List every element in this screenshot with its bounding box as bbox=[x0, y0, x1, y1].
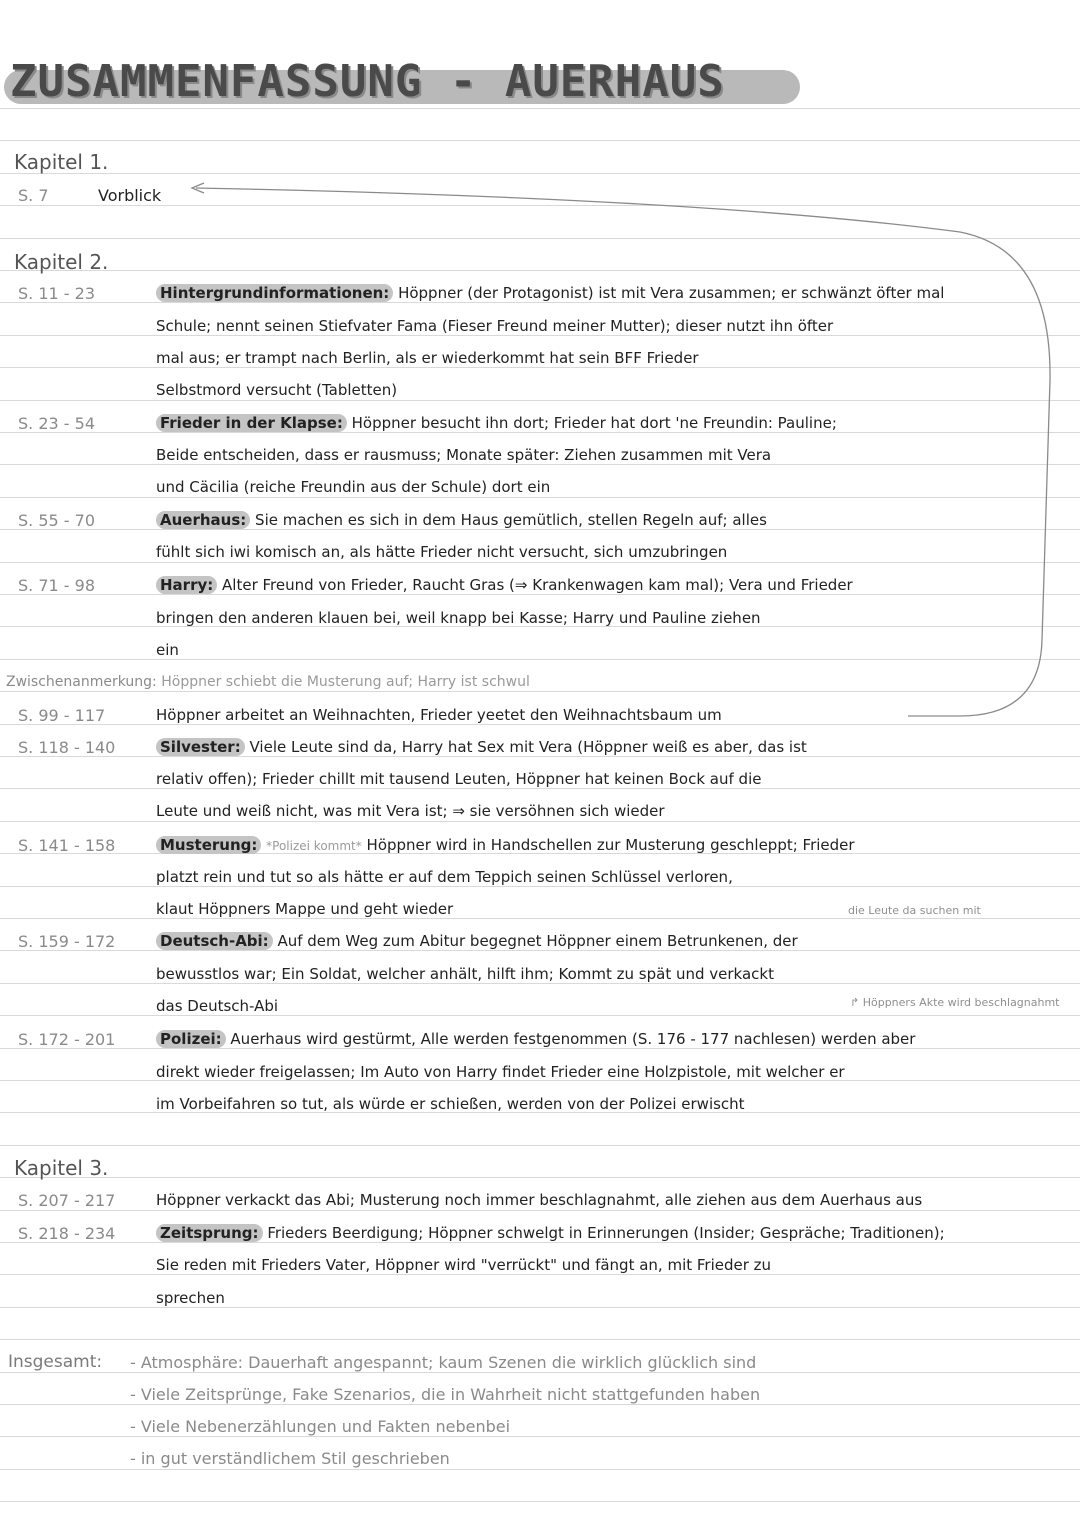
heading-highlight: Frieder in der Klapse: bbox=[156, 414, 347, 432]
entry-line: und Cäcilia (reiche Freundin aus der Schule) dort ein bbox=[156, 478, 551, 496]
entry-line: Schule; nennt seinen Stiefvater Fama (Fieser Freund meiner Mutter); dieser nutzt ihn öfter bbox=[156, 317, 834, 335]
zwischenanmerkung: Zwischenanmerkung: Höppner schiebt die Musterung auf; Harry ist schwul bbox=[6, 674, 530, 690]
entry-line: im Vorbeifahren so tut, als würde er schießen, werden von der Polizei erwischt bbox=[156, 1095, 745, 1113]
entry-line: fühlt sich iwi komisch an, als hätte Frieder nicht versucht, sich umzubringen bbox=[156, 543, 728, 561]
heading-highlight: Deutsch-Abi: bbox=[156, 932, 273, 950]
summary-item: - Atmosphäre: Dauerhaft angespannt; kaum Szenen die wirklich glücklich sind bbox=[130, 1353, 757, 1372]
heading-highlight: Harry: bbox=[156, 576, 217, 594]
entry-line: Harry: Alter Freund von Frieder, Raucht Gras (⇒ Krankenwagen kam mal); Vera und Frieder bbox=[156, 576, 853, 594]
page-range: S. 23 - 54 bbox=[18, 414, 95, 433]
entry-line: mal aus; er trampt nach Berlin, als er wiederkommt hat sein BFF Frieder bbox=[156, 349, 699, 367]
entry-line: Musterung: *Polizei kommt* Höppner wird in Handschellen zur Musterung geschleppt; Frieder bbox=[156, 836, 855, 854]
heading-highlight: Musterung: bbox=[156, 836, 261, 854]
vorblick-text: Vorblick bbox=[98, 186, 162, 205]
entry-line: platzt rein und tut so als hätte er auf dem Teppich seinen Schlüssel verloren, bbox=[156, 868, 733, 886]
entry-line: relativ offen); Frieder chillt mit tausend Leuten, Höppner hat keinen Bock auf die bbox=[156, 770, 762, 788]
page-range: S. 11 - 23 bbox=[18, 284, 95, 303]
entry-line: Selbstmord versucht (Tabletten) bbox=[156, 381, 398, 399]
entry-line: Deutsch-Abi: Auf dem Weg zum Abitur begegnet Höppner einem Betrunkenen, der bbox=[156, 932, 798, 950]
heading-highlight: Hintergrundinformationen: bbox=[156, 284, 393, 302]
aside-note: *Polizei kommt* bbox=[266, 839, 362, 853]
heading-highlight: Silvester: bbox=[156, 738, 245, 756]
heading-highlight: Polizei: bbox=[156, 1030, 226, 1048]
summary-label: Insgesamt: bbox=[8, 1352, 103, 1372]
entry-line: Silvester: Viele Leute sind da, Harry hat Sex mit Vera (Höppner weiß es aber, das ist bbox=[156, 738, 807, 756]
entry-line: Höppner verkackt das Abi; Musterung noch immer beschlagnahmt, alle ziehen aus dem Auerhaus aus bbox=[156, 1191, 923, 1209]
entry-line: sprechen bbox=[156, 1289, 225, 1307]
entry-line: Beide entscheiden, dass er rausmuss; Monate später: Ziehen zusammen mit Vera bbox=[156, 446, 772, 464]
entry-line: das Deutsch-Abi bbox=[156, 997, 279, 1015]
page-range: S. 99 - 117 bbox=[18, 706, 106, 725]
page-range: S. 7 bbox=[18, 186, 49, 205]
page-range: S. 55 - 70 bbox=[18, 511, 95, 530]
summary-item: - Viele Nebenerzählungen und Fakten nebenbei bbox=[130, 1417, 511, 1436]
chapter-1-label: Kapitel 1. bbox=[14, 150, 109, 174]
chapter-3-label: Kapitel 3. bbox=[14, 1156, 109, 1180]
page-range: S. 141 - 158 bbox=[18, 836, 116, 855]
entry-line: klaut Höppners Mappe und geht wieder bbox=[156, 900, 454, 918]
entry-line: direkt wieder freigelassen; Im Auto von Harry findet Frieder eine Holzpistole, mit welcher er bbox=[156, 1063, 845, 1081]
page-range: S. 207 - 217 bbox=[18, 1191, 116, 1210]
entry-line: bewusstlos war; Ein Soldat, welcher anhält, hilft ihm; Kommt zu spät und verkackt bbox=[156, 965, 774, 983]
heading-highlight: Auerhaus: bbox=[156, 511, 250, 529]
entry-line: Sie reden mit Frieders Vater, Höppner wird "verrückt" und fängt an, mit Frieder zu bbox=[156, 1256, 772, 1274]
page-range: S. 159 - 172 bbox=[18, 932, 116, 951]
entry-line: Auerhaus: Sie machen es sich in dem Haus gemütlich, stellen Regeln auf; alles bbox=[156, 511, 767, 529]
page-range: S. 172 - 201 bbox=[18, 1030, 116, 1049]
entry-line: Polizei: Auerhaus wird gestürmt, Alle werden festgenommen (S. 176 - 177 nachlesen) werden aber bbox=[156, 1030, 915, 1048]
margin-note: ↱ Höppners Akte wird beschlagnahmt bbox=[850, 996, 1060, 1009]
heading-highlight: Zeitsprung: bbox=[156, 1224, 263, 1242]
page-range: S. 218 - 234 bbox=[18, 1224, 116, 1243]
page-title: ZUSAMMENFASSUNG - AUERHAUS bbox=[10, 56, 725, 107]
entry-line: Hintergrundinformationen: Höppner (der Protagonist) ist mit Vera zusammen; er schwänzt öfter mal bbox=[156, 284, 944, 302]
entry-line: Zeitsprung: Frieders Beerdigung; Höppner schwelgt in Erinnerungen (Insider; Gespräche; Traditionen); bbox=[156, 1224, 945, 1242]
margin-note: die Leute da suchen mit bbox=[848, 904, 981, 917]
summary-item: - Viele Zeitsprünge, Fake Szenarios, die in Wahrheit nicht stattgefunden haben bbox=[130, 1385, 761, 1404]
entry-line: Leute und weiß nicht, was mit Vera ist; ⇒ sie versöhnen sich wieder bbox=[156, 802, 665, 820]
chapter-2-label: Kapitel 2. bbox=[14, 250, 109, 274]
page-range: S. 71 - 98 bbox=[18, 576, 95, 595]
entry-line: bringen den anderen klauen bei, weil knapp bei Kasse; Harry und Pauline ziehen bbox=[156, 609, 761, 627]
summary-item: - in gut verständlichem Stil geschrieben bbox=[130, 1449, 450, 1468]
entry-line: Höppner arbeitet an Weihnachten, Frieder yeetet den Weihnachtsbaum um bbox=[156, 706, 722, 724]
page-range: S. 118 - 140 bbox=[18, 738, 116, 757]
entry-line: ein bbox=[156, 641, 179, 659]
entry-line: Frieder in der Klapse: Höppner besucht ihn dort; Frieder hat dort 'ne Freundin: Pauline; bbox=[156, 414, 837, 432]
